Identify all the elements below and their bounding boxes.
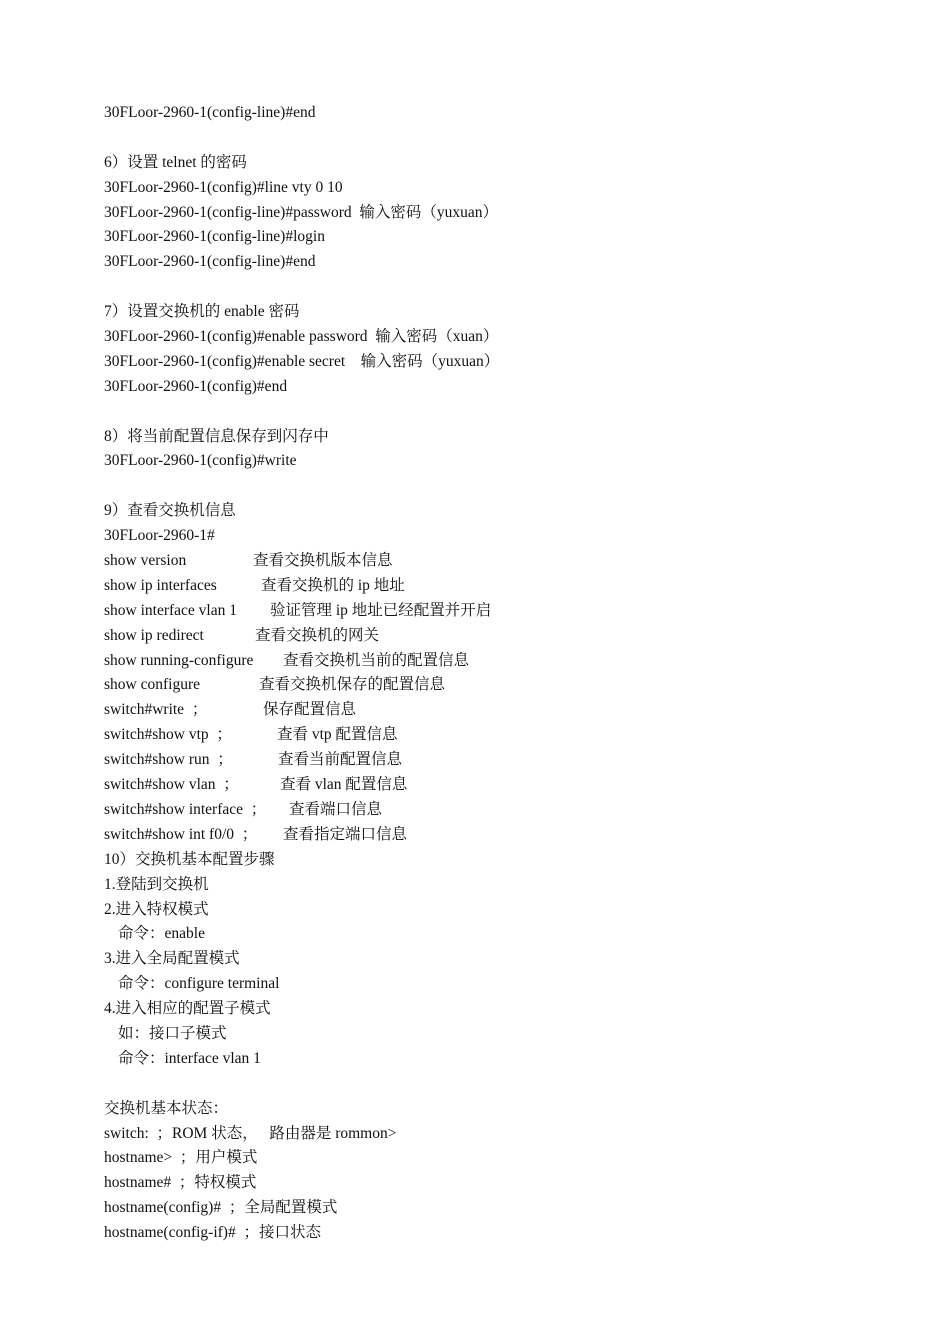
text-line: 30FLoor-2960-1(config)#write: [104, 452, 297, 470]
command-text: show running-configure: [104, 651, 254, 669]
command-row: [104, 624, 904, 649]
text-line: 30FLoor-2960-1(config)#enable secret 输入密码（yuxuan）: [104, 352, 500, 370]
command-row: [104, 574, 904, 599]
blank-line: [104, 400, 904, 425]
command-text: switch#write ；: [104, 701, 208, 719]
document-body: [104, 101, 904, 1246]
text-line: hostname(config)# ；全局配置模式: [104, 1199, 338, 1217]
command-text: show configure: [104, 676, 200, 694]
command-text: show ip redirect: [104, 626, 204, 644]
text-line: 30FLoor-2960-1(config)#end: [104, 377, 288, 395]
command-text: show interface vlan 1: [104, 601, 237, 619]
command-text: switch#show int f0/0 ；: [104, 825, 258, 843]
section-heading-8: 8）将当前配置信息保存到闪存中: [104, 427, 329, 445]
command-description: 查看指定端口信息: [283, 825, 408, 843]
text-line: 30FLoor-2960-1(config-line)#end: [104, 253, 316, 271]
text-line: 命令：interface vlan 1: [118, 1049, 261, 1067]
command-row: [104, 723, 904, 748]
section-heading-10: 10）交换机基本配置步骤: [104, 850, 275, 868]
text-line: 30FLoor-2960-1(config)#line vty 0 10: [104, 178, 343, 196]
command-description: 验证管理 ip 地址已经配置并开启: [270, 601, 492, 619]
command-text: switch#show interface ；: [104, 800, 267, 818]
command-description: 查看交换机当前的配置信息: [283, 651, 470, 669]
command-row: [104, 748, 904, 773]
command-text: show ip interfaces: [104, 576, 217, 594]
command-row: [104, 823, 904, 848]
command-row: [104, 798, 904, 823]
text-line: 30FLoor-2960-1(config)#enable password 输入密码（xuan）: [104, 328, 499, 346]
text-line: hostname(config-if)# ；接口状态: [104, 1224, 321, 1242]
command-row: [104, 698, 904, 723]
command-row: [104, 673, 904, 698]
section-heading-9: 9）查看交换机信息: [104, 502, 236, 520]
text-line: hostname# ；特权模式: [104, 1174, 257, 1192]
text-line: 3.进入全局配置模式: [104, 950, 240, 968]
text-line: hostname> ；用户模式: [104, 1149, 258, 1167]
command-description: 保存配置信息: [263, 701, 357, 719]
command-description: 查看交换机保存的配置信息: [259, 676, 446, 694]
blank-line: [104, 1072, 904, 1097]
text-line: 30FLoor-2960-1(config-line)#end: [104, 104, 316, 121]
command-description: 查看交换机的网关: [255, 626, 380, 644]
section-heading-7: 7）设置交换机的 enable 密码: [104, 303, 300, 321]
section-heading-states: 交换机基本状态：: [104, 1099, 229, 1117]
text-line: 4.进入相应的配置子模式: [104, 1000, 271, 1018]
text-line: 命令：enable: [118, 925, 205, 943]
text-line: 30FLoor-2960-1#: [104, 527, 215, 545]
command-description: 查看 vlan 配置信息: [280, 776, 408, 794]
command-description: 查看交换机的 ip 地址: [261, 576, 405, 594]
command-text: switch#show vtp ；: [104, 726, 232, 744]
command-description: 查看交换机版本信息: [253, 552, 393, 570]
text-line: switch: ；ROM 状态， 路由器是 rommon>: [104, 1124, 397, 1142]
blank-line: [104, 275, 904, 300]
command-text: switch#show vlan ；: [104, 776, 239, 794]
text-line: 命令：configure terminal: [118, 975, 280, 993]
text-line: 1.登陆到交换机: [104, 875, 209, 893]
text-line: 2.进入特权模式: [104, 900, 209, 918]
blank-line: [104, 126, 904, 151]
command-row: [104, 549, 904, 574]
command-description: 查看端口信息: [289, 800, 383, 818]
text-line: 如：接口子模式: [118, 1024, 227, 1042]
command-text: show version: [104, 552, 187, 570]
command-row: [104, 599, 904, 624]
text-line: 30FLoor-2960-1(config-line)#password 输入密码（yuxuan）: [104, 203, 499, 221]
command-text: switch#show run ；: [104, 751, 233, 769]
text-line: 30FLoor-2960-1(config-line)#login: [104, 228, 325, 246]
blank-line: [104, 474, 904, 499]
command-row: [104, 649, 904, 674]
command-description: 查看当前配置信息: [278, 751, 403, 769]
section-heading-6: 6）设置 telnet 的密码: [104, 153, 247, 171]
command-description: 查看 vtp 配置信息: [277, 726, 398, 744]
command-row: [104, 773, 904, 798]
